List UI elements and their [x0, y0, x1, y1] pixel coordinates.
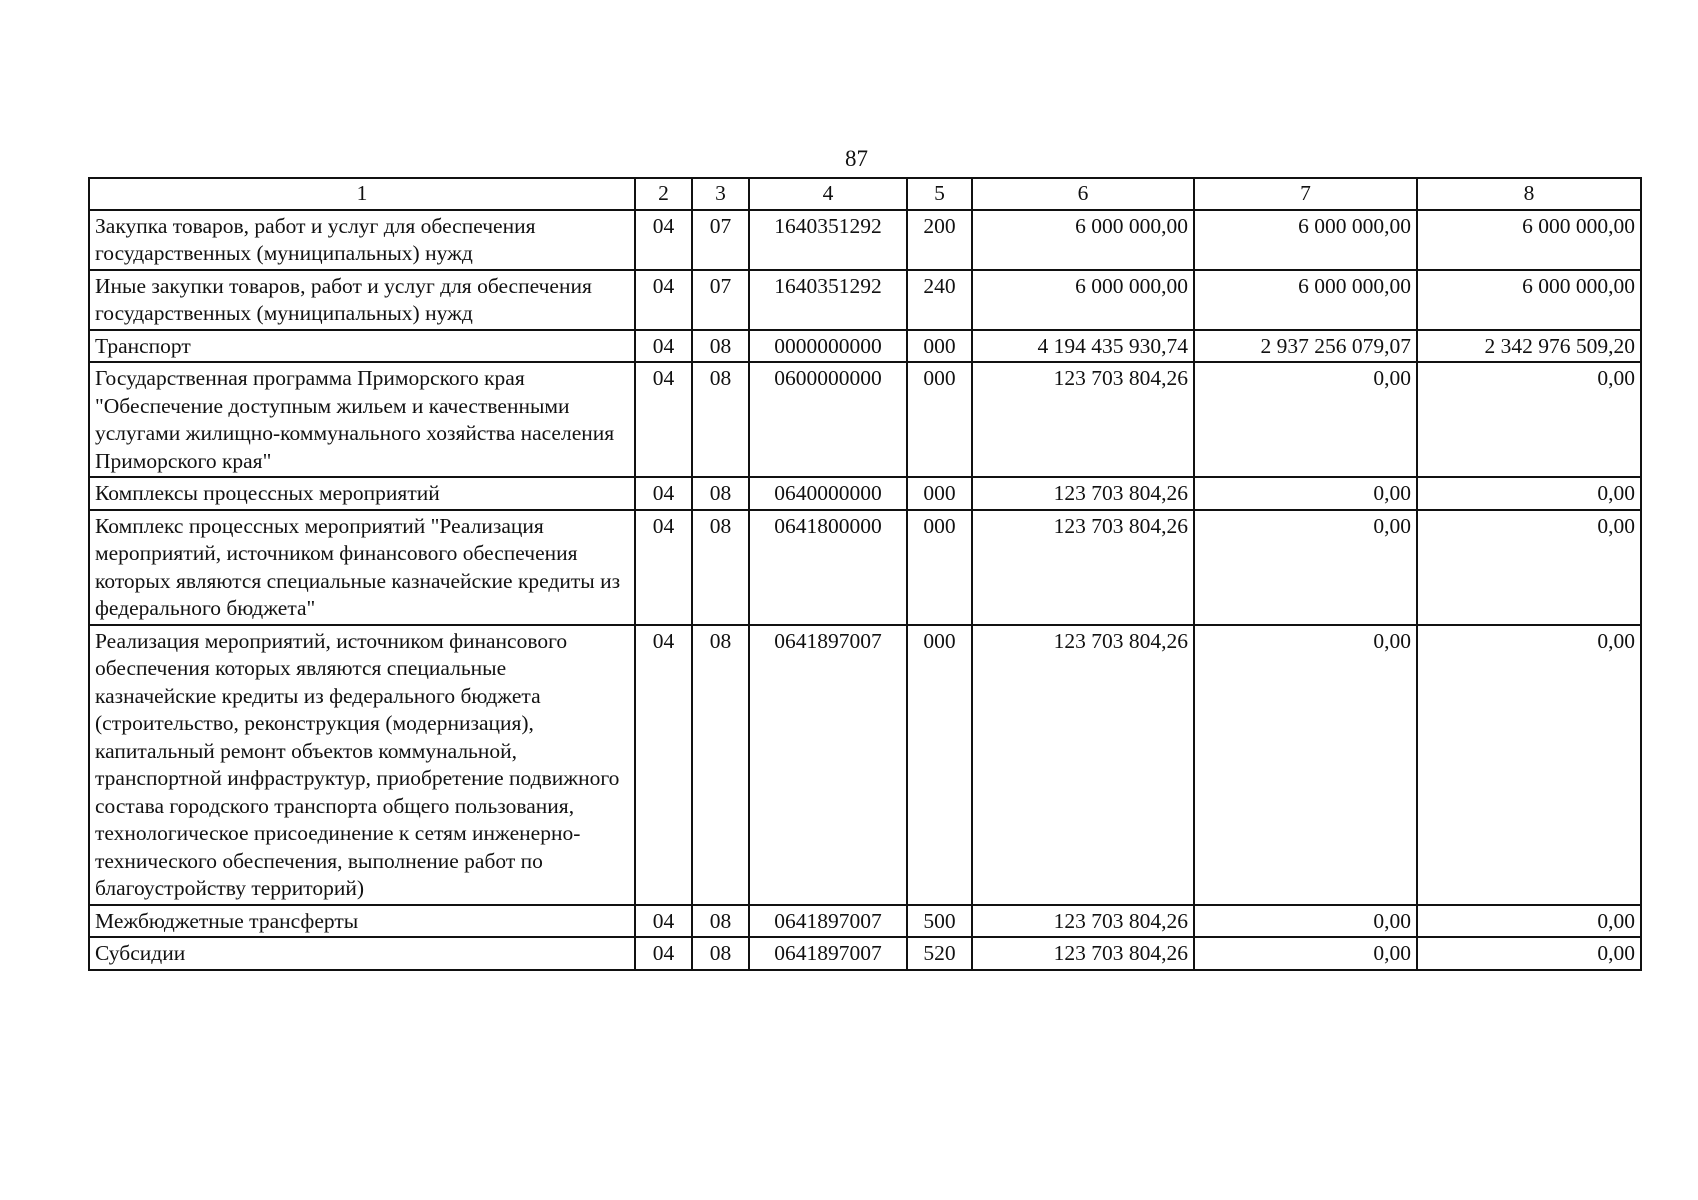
budget-table: [88, 177, 1642, 971]
amount-col7-cell: 0,00: [1194, 510, 1417, 625]
amount-col6-cell: 123 703 804,26: [972, 905, 1194, 938]
header-row: [89, 178, 1641, 210]
row-name-cell: Межбюджетные трансферты: [89, 905, 635, 938]
amount-col8-cell: 0,00: [1417, 362, 1641, 477]
section-code-cell: 04: [635, 477, 692, 510]
amount-col6-cell: 6 000 000,00: [972, 210, 1194, 270]
expense-type-cell: 520: [907, 937, 972, 970]
subsection-code-cell: 08: [692, 625, 749, 905]
amount-col8-cell: 0,00: [1417, 510, 1641, 625]
amount-col8-cell: 0,00: [1417, 905, 1641, 938]
table-row: [89, 362, 1641, 477]
amount-col7-cell: 0,00: [1194, 905, 1417, 938]
expense-type-cell: 000: [907, 362, 972, 477]
section-code-cell: 04: [635, 362, 692, 477]
section-code-cell: 04: [635, 270, 692, 330]
expense-type-cell: 000: [907, 477, 972, 510]
section-code-cell: 04: [635, 330, 692, 363]
amount-col8-cell: 0,00: [1417, 625, 1641, 905]
expense-type-cell: 000: [907, 625, 972, 905]
row-name-cell: Государственная программа Приморского края "Обеспечение доступным жильем и качественными услугами жилищно-коммунального хозяйства населения Приморского края": [89, 362, 635, 477]
row-name-cell: Комплексы процессных мероприятий: [89, 477, 635, 510]
subsection-code-cell: 08: [692, 330, 749, 363]
amount-col6-cell: 6 000 000,00: [972, 270, 1194, 330]
target-article-cell: 0000000000: [749, 330, 907, 363]
header-cell: 3: [692, 178, 749, 210]
subsection-code-cell: 07: [692, 210, 749, 270]
row-name-cell: Транспорт: [89, 330, 635, 363]
amount-col8-cell: 6 000 000,00: [1417, 210, 1641, 270]
expense-type-cell: 240: [907, 270, 972, 330]
amount-col6-cell: 123 703 804,26: [972, 477, 1194, 510]
subsection-code-cell: 08: [692, 937, 749, 970]
header-cell: 8: [1417, 178, 1641, 210]
table-row: [89, 625, 1641, 905]
row-name-cell: Реализация мероприятий, источником финансового обеспечения которых являются специальные казначейские кредиты из федерального бюджета (строительство, реконструкция (модернизация), капитальный ремонт объектов коммунальной, транспортной инфраструктур, приобретение подвижного состава городского транспорта общего пользования, технологическое присоединение к сетям инженерно-технического обеспечения, выполнение работ по благоустройству территорий): [89, 625, 635, 905]
row-name-cell: Субсидии: [89, 937, 635, 970]
row-name-cell: Закупка товаров, работ и услуг для обеспечения государственных (муниципальных) нужд: [89, 210, 635, 270]
amount-col7-cell: 6 000 000,00: [1194, 270, 1417, 330]
target-article-cell: 0641897007: [749, 937, 907, 970]
amount-col7-cell: 0,00: [1194, 362, 1417, 477]
expense-type-cell: 000: [907, 510, 972, 625]
table-row: [89, 477, 1641, 510]
amount-col7-cell: 6 000 000,00: [1194, 210, 1417, 270]
section-code-cell: 04: [635, 510, 692, 625]
row-name-cell: Комплекс процессных мероприятий "Реализация мероприятий, источником финансового обеспечения которых являются специальные казначейские кредиты из федерального бюджета": [89, 510, 635, 625]
target-article-cell: 1640351292: [749, 210, 907, 270]
section-code-cell: 04: [635, 210, 692, 270]
amount-col6-cell: 123 703 804,26: [972, 937, 1194, 970]
header-cell: 6: [972, 178, 1194, 210]
amount-col6-cell: 123 703 804,26: [972, 362, 1194, 477]
table-row: [89, 510, 1641, 625]
subsection-code-cell: 08: [692, 905, 749, 938]
table-row: [89, 905, 1641, 938]
header-cell: 1: [89, 178, 635, 210]
amount-col6-cell: 123 703 804,26: [972, 625, 1194, 905]
amount-col8-cell: 0,00: [1417, 937, 1641, 970]
amount-col8-cell: 0,00: [1417, 477, 1641, 510]
table-row: [89, 270, 1641, 330]
header-cell: 4: [749, 178, 907, 210]
header-cell: 5: [907, 178, 972, 210]
page-number: 87: [845, 146, 868, 171]
amount-col8-cell: 6 000 000,00: [1417, 270, 1641, 330]
section-code-cell: 04: [635, 625, 692, 905]
expense-type-cell: 500: [907, 905, 972, 938]
target-article-cell: 0641897007: [749, 905, 907, 938]
amount-col6-cell: 123 703 804,26: [972, 510, 1194, 625]
target-article-cell: 0640000000: [749, 477, 907, 510]
row-name-cell: Иные закупки товаров, работ и услуг для обеспечения государственных (муниципальных) нужд: [89, 270, 635, 330]
header-cell: 7: [1194, 178, 1417, 210]
section-code-cell: 04: [635, 905, 692, 938]
amount-col7-cell: 2 937 256 079,07: [1194, 330, 1417, 363]
amount-col7-cell: 0,00: [1194, 477, 1417, 510]
subsection-code-cell: 08: [692, 510, 749, 625]
subsection-code-cell: 07: [692, 270, 749, 330]
amount-col6-cell: 4 194 435 930,74: [972, 330, 1194, 363]
target-article-cell: 0641800000: [749, 510, 907, 625]
table-row: [89, 210, 1641, 270]
amount-col8-cell: 2 342 976 509,20: [1417, 330, 1641, 363]
target-article-cell: 0641897007: [749, 625, 907, 905]
subsection-code-cell: 08: [692, 362, 749, 477]
expense-type-cell: 200: [907, 210, 972, 270]
amount-col7-cell: 0,00: [1194, 625, 1417, 905]
target-article-cell: 1640351292: [749, 270, 907, 330]
expense-type-cell: 000: [907, 330, 972, 363]
header-cell: 2: [635, 178, 692, 210]
table-row: [89, 937, 1641, 970]
section-code-cell: 04: [635, 937, 692, 970]
target-article-cell: 0600000000: [749, 362, 907, 477]
subsection-code-cell: 08: [692, 477, 749, 510]
table-row: [89, 330, 1641, 363]
amount-col7-cell: 0,00: [1194, 937, 1417, 970]
